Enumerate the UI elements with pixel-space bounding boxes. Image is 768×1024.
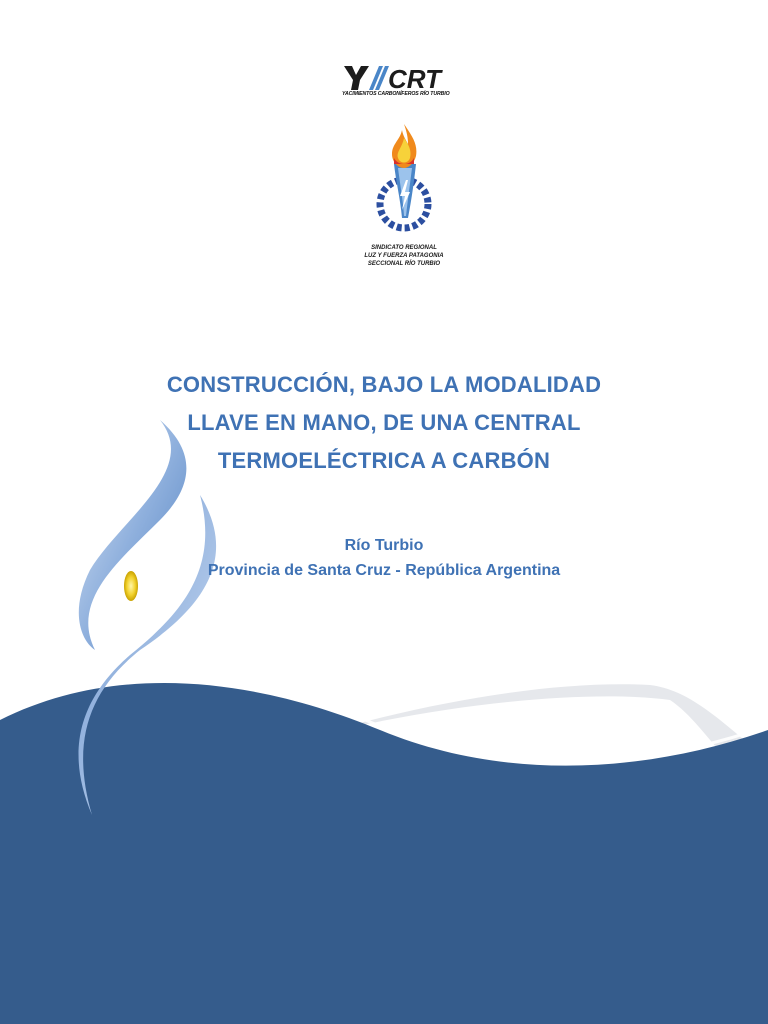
navy-wave <box>0 683 768 1024</box>
document-title <box>150 366 618 480</box>
title-line-2: LLAVE EN MANO, DE UNA CENTRAL <box>187 410 581 435</box>
union-line-1: SINDICATO REGIONAL <box>371 245 437 251</box>
document-location <box>150 533 618 583</box>
union-emblem-icon <box>372 122 436 236</box>
ycrt-logo <box>342 64 464 102</box>
union-name <box>340 244 468 268</box>
union-line-3: SECCIONAL RÍO TURBIO <box>367 261 441 267</box>
union-line-2: LUZ Y FUERZA PATAGONIA <box>364 253 444 259</box>
sun-icon <box>124 571 138 601</box>
ycrt-logo-mark <box>342 64 464 92</box>
location-city: Río Turbio <box>344 537 424 554</box>
title-line-3: TERMOELÉCTRICA A CARBÓN <box>217 448 551 473</box>
ycrt-caption: YACIMIENTOS CARBONÍFEROS RÍO TURBIO <box>342 91 450 97</box>
svg-text:CRT: CRT <box>388 64 441 92</box>
location-region: Provincia de Santa Cruz - República Argentina <box>207 562 561 579</box>
title-line-1: CONSTRUCCIÓN, BAJO LA MODALIDAD <box>166 372 602 397</box>
